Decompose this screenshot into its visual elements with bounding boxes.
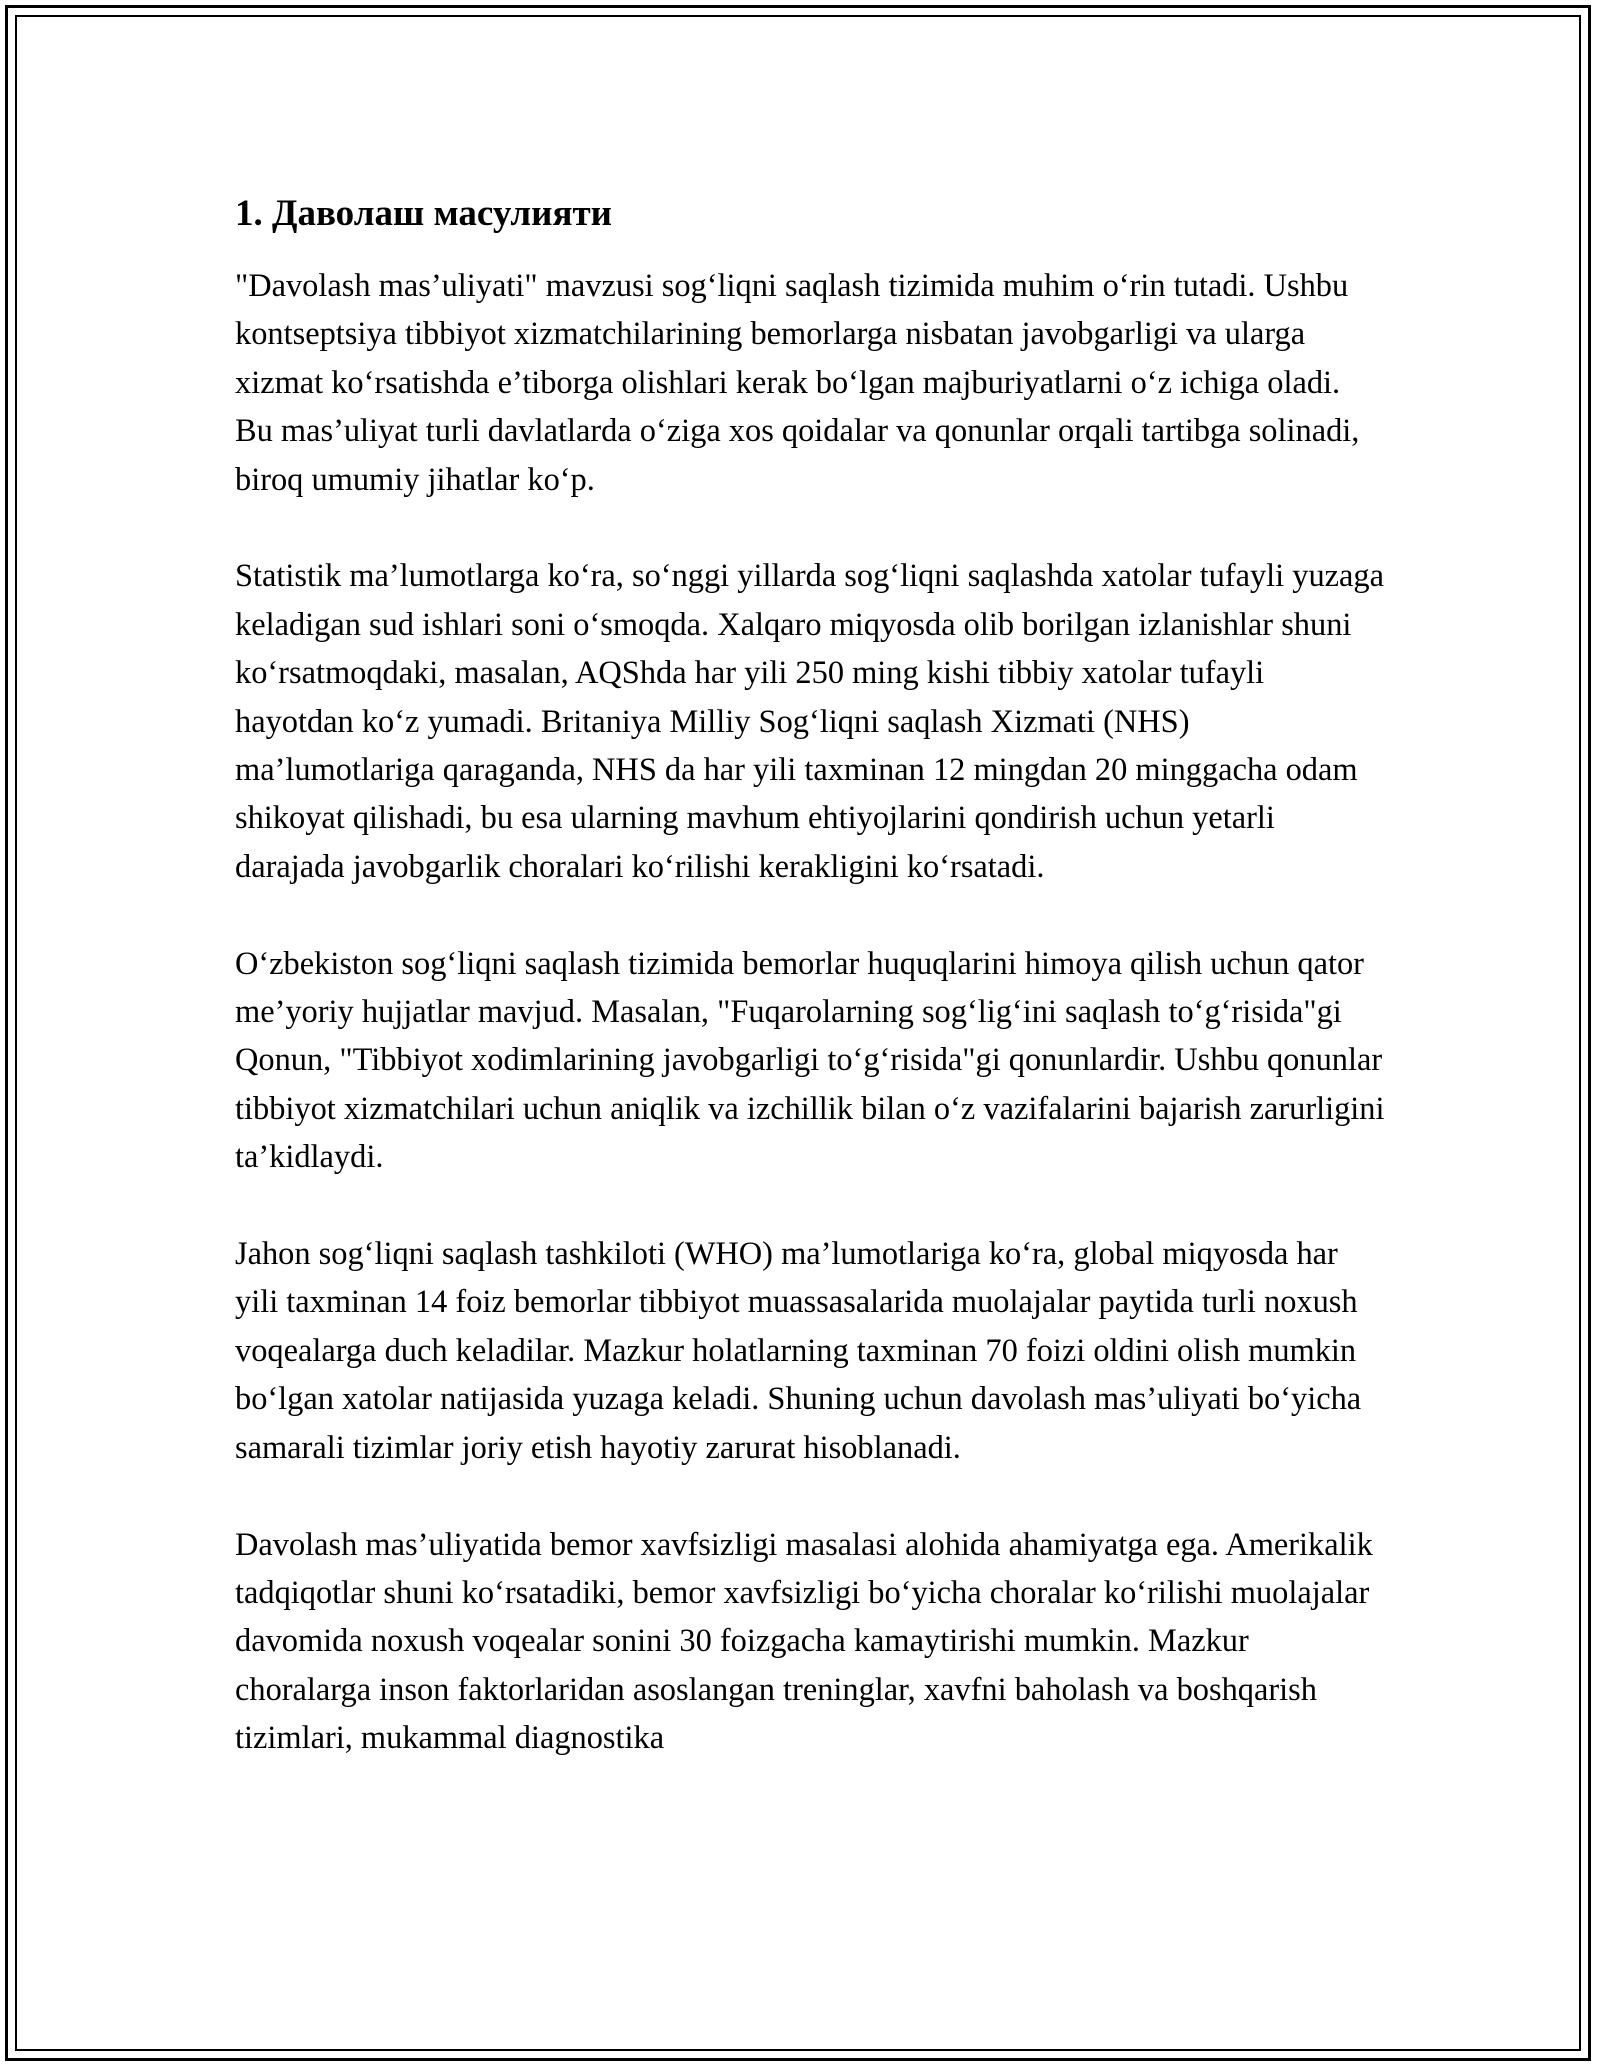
paragraph-2: Statistik ma’lumotlarga ko‘ra, so‘nggi yillarda sog‘liqni saqlashda xatolar tufayli yuzaga keladigan sud ishlari soni o‘smoqda. Xalqaro miqyosda olib borilgan izlanishlar shuni ko‘rsatmoqdaki, masalan, AQShda har yili 250 ming kishi tibbiy xatolar tufayli hayotdan ko‘z yumadi. Britaniya Milliy Sog‘liqni saqlash Xizmati (NHS) ma’lumotlariga qaraganda, NHS da har yili taxminan 12 mingdan 20 minggacha odam shikoyat qilishadi, bu esa ularning mavhum ehtiyojlarini qondirish uchun yetarli darajada javobgarlik choralari ko‘rilishi kerakligini ko‘rsatadi.: [235, 558, 1384, 885]
section-heading: 1. Даволаш масулияти: [235, 193, 612, 234]
paragraph-5: Davolash mas’uliyatida bemor xavfsizligi masalasi alohida ahamiyatga ega. Amerikalik tadqiqotlar shuni ko‘rsatadiki, bemor xavfsizligi bo‘yicha choralar ko‘rilishi muolajalar davomida noxush voqealar sonini 30 foizgacha kamaytirishi mumkin. Mazkur choralarga inson faktorlaridan asoslangan treninglar, xavfni baholash va boshqarish tizimlari, mukammal diagnostika: [235, 1526, 1373, 1757]
document-body: [235, 188, 1385, 1811]
paragraph-1: "Davolash mas’uliyati" mavzusi sog‘liqni saqlash tizimida muhim o‘rin tutadi. Ushbu kontseptsiya tibbiyot xizmatchilarining bemorlarga nisbatan javobgarligi va ularga xizmat ko‘rsatishda e’tiborga olishlari kerak bo‘lgan majburiyatlarni o‘z ichiga oladi. Bu mas’uliyat turli davlatlarda o‘ziga xos qoidalar va qonunlar orqali tartibga solinadi, biroq umumiy jihatlar ko‘p.: [235, 268, 1360, 498]
paragraph-4: Jahon sog‘liqni saqlash tashkiloti (WHO) ma’lumotlariga ko‘ra, global miqyosda har yili taxminan 14 foiz bemorlar tibbiyot muassasalarida muolajalar paytida turli noxush voqealarga duch keladilar. Mazkur holatlarning taxminan 70 foizi oldini olish mumkin bo‘lgan xatolar natijasida yuzaga keladi. Shuning uchun davolash mas’uliyati bo‘yicha samarali tizimlar joriy etish hayotiy zarurat hisoblanadi.: [235, 1236, 1362, 1466]
paragraph-3: O‘zbekiston sog‘liqni saqlash tizimida bemorlar huquqlarini himoya qilish uchun qator me’yoriy hujjatlar mavjud. Masalan, "Fuqarolarning sog‘lig‘ini saqlash to‘g‘risida"gi Qonun, "Tibbiyot xodimlarining javobgarligi to‘g‘risida"gi qonunlardir. Ushbu qonunlar tibbiyot xizmatchilari uchun aniqlik va izchillik bilan o‘z vazifalarini bajarish zarurligini ta’kidlaydi.: [235, 945, 1385, 1176]
